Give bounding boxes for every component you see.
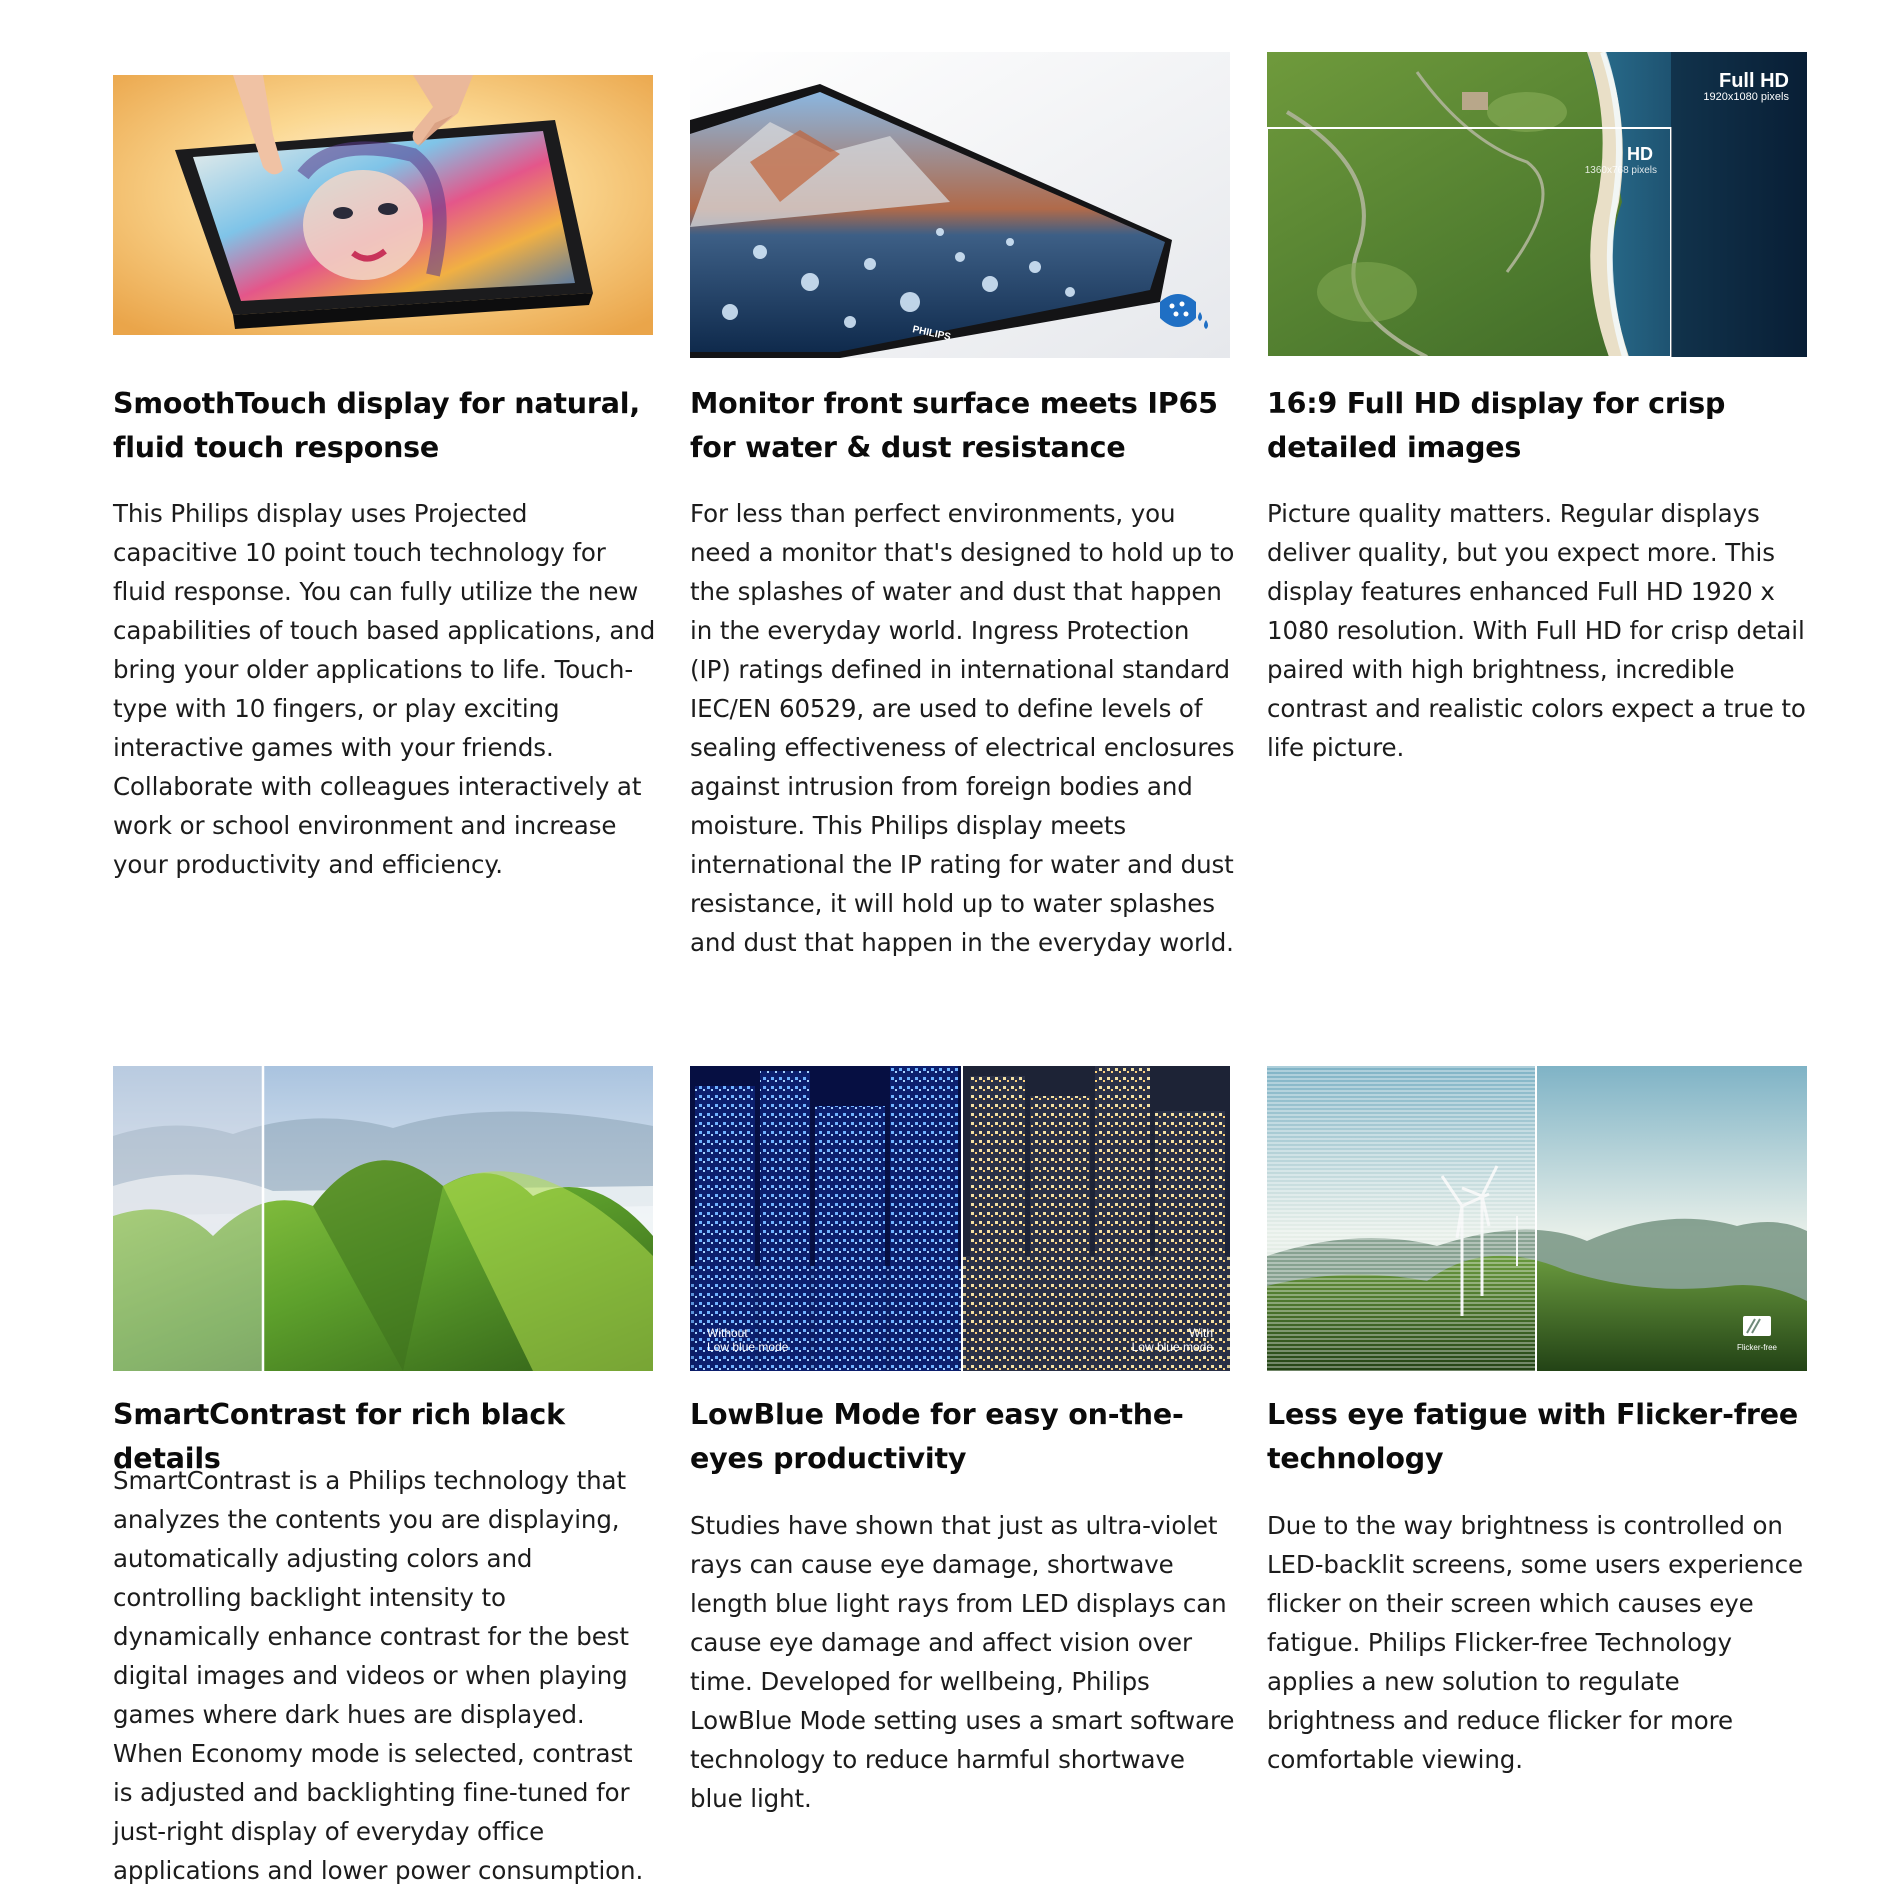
hd-label: HD (1627, 144, 1653, 164)
feature-image-city-night-comparison (690, 1066, 1230, 1371)
feature-image-touch-monitor (113, 75, 653, 335)
feature-image-aerial-coastline (1267, 52, 1807, 357)
flicker-free-label: Flicker-free (1736, 1343, 1778, 1352)
feature-description: Studies have shown that just as ultra-violet rays can cause eye damage, shortwave length blue light rays from LED displays can cause eye damage and affect vision over time. Developed for wellbeing, Philips LowBlue Mode setting uses a smart software technology to reduce harmful shortwave blue light. (690, 1511, 1235, 1813)
feature-image-water-resistant-monitor (690, 52, 1230, 358)
full-hd-label: Full HD (1719, 70, 1789, 92)
hd-pixels: 1360x768 pixels (1584, 165, 1657, 176)
feature-description: SmartContrast is a Philips technology that analyzes the contents you are displaying, automatically adjusting colors and controlling backlight intensity to dynamically enhance contrast for the best digital images and videos or when playing games where dark hues are displayed. When Economy mode is selected, contrast is adjusted and backlighting fine-tuned for just-right display of everyday office applications and lower power consumption. (113, 1466, 644, 1885)
with-low-blue-label: Low blue mode (1131, 1340, 1213, 1354)
without-label: Without (707, 1326, 748, 1340)
feature-description: This Philips display uses Projected capacitive 10 point touch technology for fluid response. You can fully utilize the new capabilities of touch based applications, and bring your older applications to life. Touch-type with 10 fingers, or play exciting interactive games with your friends. Collaborate with colleagues interactively at work or school environment and increase your productivity and efficiency. (113, 499, 656, 879)
feature-title: SmartContrast for rich black details (113, 1398, 565, 1475)
feature-title: 16:9 Full HD display for crisp detailed images (1267, 387, 1726, 464)
feature-title: Less eye fatigue with Flicker-free technology (1267, 1398, 1799, 1475)
full-hd-pixels: 1920x1080 pixels (1703, 91, 1789, 103)
feature-image-wind-turbines-comparison (1267, 1066, 1807, 1371)
without-low-blue-label: Low blue mode (707, 1340, 789, 1354)
feature-description: For less than perfect environments, you need a monitor that's designed to hold up to the splashes of water and dust that happen in the everyday world. Ingress Protection (IP) ratings defined in international standard IEC/EN 60529, are used to define levels of sealing effectiveness of electrical enclosures against intrusion from foreign bodies and moisture. This Philips display meets international the IP rating for water and dust resistance, it will hold up to water splashes and dust that happen in the everyday world. (690, 499, 1235, 957)
brand-logo: PHILIPS (911, 324, 952, 344)
feature-title: Monitor front surface meets IP65 for water & dust resistance (690, 387, 1218, 464)
feature-description: Picture quality matters. Regular displays deliver quality, but you expect more. This display features enhanced Full HD 1920 x 1080 resolution. With Full HD for crisp detail paired with high brightness, incredible contrast and realistic colors expect a true to life picture. (1267, 499, 1806, 762)
feature-description: Due to the way brightness is controlled on LED-backlit screens, some users experience flicker on their screen which causes eye fatigue. Philips Flicker-free Technology applies a new solution to regulate brightness and reduce flicker for more comfortable viewing. (1267, 1511, 1803, 1774)
feature-title: SmoothTouch display for natural, fluid touch response (113, 387, 640, 464)
feature-image-green-hills-comparison (113, 1066, 653, 1371)
with-label: With (1189, 1326, 1213, 1340)
feature-title: LowBlue Mode for easy on-the-eyes productivity (690, 1398, 1184, 1475)
flicker-free-icon (1743, 1316, 1771, 1336)
